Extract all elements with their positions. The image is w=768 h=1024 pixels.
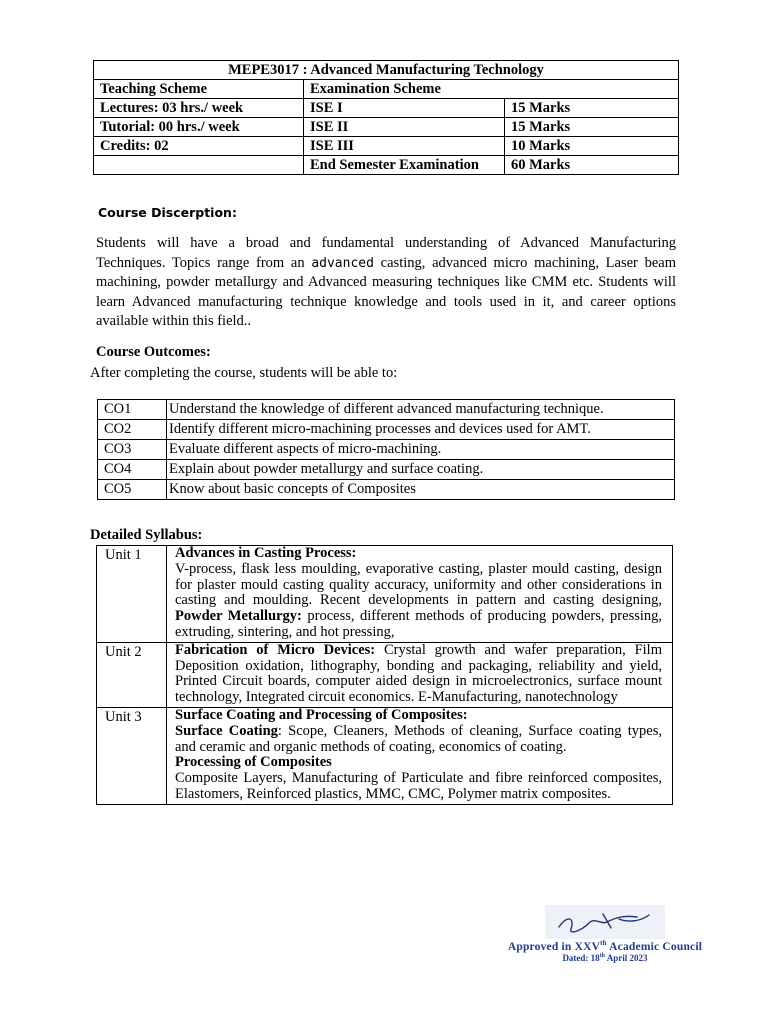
course-title: MEPE3017 : Advanced Manufacturing Technology xyxy=(94,61,679,80)
syllabus-row xyxy=(97,642,673,707)
unit-subtitle: Processing of Composites xyxy=(175,754,332,771)
signature-icon xyxy=(545,905,665,939)
approval-stamp xyxy=(505,905,705,963)
scheme-cell: 10 Marks xyxy=(505,137,679,156)
scheme-cell xyxy=(94,156,304,175)
unit-content xyxy=(167,707,673,804)
council-approval-text xyxy=(505,939,705,953)
outcomes-table xyxy=(97,399,675,500)
scheme-row xyxy=(94,99,679,118)
syllabus-row xyxy=(97,707,673,804)
scheme-cell: End Semester Examination xyxy=(304,156,505,175)
outcome-row xyxy=(98,440,675,460)
outcome-row xyxy=(98,460,675,480)
outcomes-heading: Course Outcomes: xyxy=(96,344,211,360)
date-sup: th xyxy=(599,952,606,959)
outcome-code: CO3 xyxy=(98,440,167,460)
scheme-cell: ISE II xyxy=(304,118,505,137)
date-text: April 2023 xyxy=(605,952,648,963)
unit-text: Composite Layers, Manufacturing of Particulate and fibre reinforced composites, Elastomers, Reinforced plastics, MMC, CMC, Polymer matrix composites. xyxy=(175,770,662,802)
unit-text: : Scope, Cleaners, Methods of cleaning, Surface coating types, and ceramic and organic methods of coating, economics of coating. xyxy=(175,722,662,755)
unit-title: Surface Coating and Processing of Composites: xyxy=(175,706,468,723)
syllabus-row xyxy=(97,546,673,643)
outcome-row xyxy=(98,420,675,440)
description-heading: Course Discerption: xyxy=(98,205,237,220)
scheme-table xyxy=(93,60,679,175)
scheme-cell: 15 Marks xyxy=(505,99,679,118)
unit-subtitle: Surface Coating xyxy=(175,722,278,739)
approval-date xyxy=(505,953,705,963)
scheme-cell: 60 Marks xyxy=(505,156,679,175)
unit-text: Crystal growth and wafer preparation, Film Deposition oxidation, lithography, bonding and packaging, reliability and yield, Printed Circuit boards, computer aided design in microelectronics, surface mount technology, Integrated circuit economics. E-Manufacturing, nanotechnology xyxy=(175,641,662,706)
syllabus-heading: Detailed Syllabus: xyxy=(90,527,203,543)
syllabus-table xyxy=(96,545,673,805)
outcome-text: Identify different micro-machining processes and devices used for AMT. xyxy=(167,420,675,440)
date-text: Dated: 18 xyxy=(562,952,600,963)
description-text-part: Students will have a broad and fundamental understanding of Advanced Manufacturing Techniques. Topics range from an xyxy=(96,235,676,271)
scheme-row xyxy=(94,156,679,175)
unit-label: Unit 2 xyxy=(97,642,167,707)
outcome-text: Know about basic concepts of Composites xyxy=(167,480,675,500)
unit-label: Unit 1 xyxy=(97,546,167,643)
unit-content xyxy=(167,546,673,643)
unit-text: process, different methods of producing powders, pressing, extruding, sintering, and hot pressing, xyxy=(175,608,663,640)
outcome-row xyxy=(98,480,675,500)
outcome-code: CO4 xyxy=(98,460,167,480)
council-text: Approved in XXV xyxy=(507,940,601,953)
unit-text: V-process, flask less moulding, evaporative casting, plaster mould casting, design for plaster mould casting quality accuracy, uniformity and other considerations in casting and moulding. Recent developments in pattern and casting designing, xyxy=(175,560,662,609)
council-text: Academic Council xyxy=(606,940,703,953)
scheme-cell: ISE I xyxy=(304,99,505,118)
unit-title: Advances in Casting Process: xyxy=(175,545,357,561)
unit-title: Fabrication of Micro Devices: xyxy=(175,641,376,658)
scheme-title-row xyxy=(94,61,679,80)
scheme-cell: Examination Scheme xyxy=(304,80,679,99)
description-text-part: casting, advanced micro machining, Laser beam machining, powder metallurgy and Advanced measuring techniques like CMM etc. Students will learn Advanced manufacturing technique knowledge and tools used in it, and career options available within this field.. xyxy=(96,254,676,330)
scheme-row xyxy=(94,137,679,156)
council-sup: th xyxy=(600,939,607,947)
outcomes-intro: After completing the course, students will be able to: xyxy=(90,365,398,381)
outcome-text: Understand the knowledge of different advanced manufacturing technique. xyxy=(167,400,675,420)
unit-content xyxy=(167,642,673,707)
outcome-row xyxy=(98,400,675,420)
unit-label: Unit 3 xyxy=(97,707,167,804)
outcome-code: CO5 xyxy=(98,480,167,500)
outcome-code: CO2 xyxy=(98,420,167,440)
scheme-row xyxy=(94,118,679,137)
description-text xyxy=(96,234,676,332)
scheme-cell: Teaching Scheme xyxy=(94,80,304,99)
scheme-cell: 15 Marks xyxy=(505,118,679,137)
description-text-mono: advanced xyxy=(311,255,374,271)
scheme-cell: Lectures: 03 hrs./ week xyxy=(94,99,304,118)
scheme-cell: Tutorial: 00 hrs./ week xyxy=(94,118,304,137)
scheme-row xyxy=(94,80,679,99)
outcome-text: Explain about powder metallurgy and surface coating. xyxy=(167,460,675,480)
unit-subtitle: Powder Metallurgy: xyxy=(175,608,302,625)
scheme-cell: Credits: 02 xyxy=(94,137,304,156)
scheme-cell: ISE III xyxy=(304,137,505,156)
outcome-code: CO1 xyxy=(98,400,167,420)
outcome-text: Evaluate different aspects of micro-machining. xyxy=(167,440,675,460)
